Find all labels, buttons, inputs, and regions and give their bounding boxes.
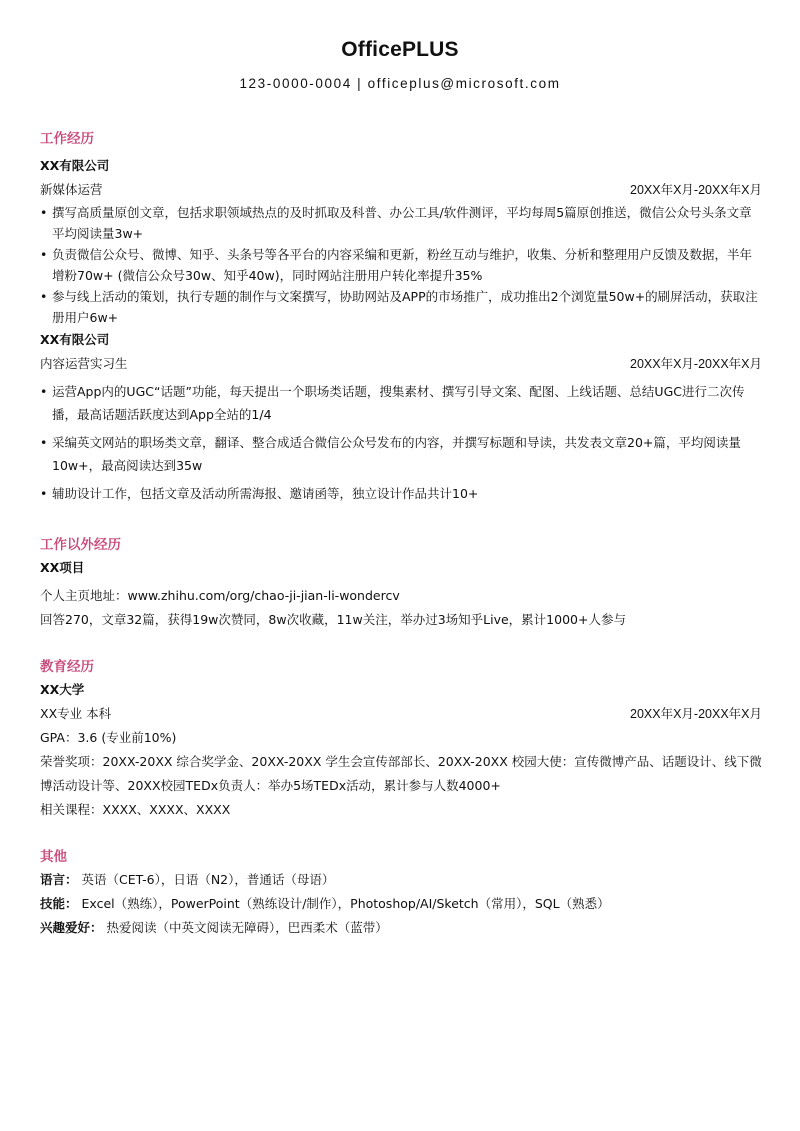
job-bullets <box>40 380 762 505</box>
job-bullets <box>40 202 762 328</box>
candidate-name: OfficePLUS <box>341 38 459 61</box>
company-name: XX有限公司 <box>40 332 110 347</box>
section-title-others: 其他 <box>40 849 67 865</box>
honors: 荣誉奖项：20XX-20XX 综合奖学金、20XX-20XX 学生会宣传部部长、20XX-20XX 校园大使：宣传微博产品、话题设计、线下微博活动设计等、20XX校园TEDx负责人：举办5场TEDx活动，累计参与人数4000+ <box>40 754 762 793</box>
job-date: 20XX年X月-20XX年X月 <box>630 183 762 197</box>
bullet-item: • 采编英文网站的职场类文章，翻译、整合成适合微信公众号发布的内容，并撰写标题和导读，共发表文章20+篇，平均阅读量10w+，最高阅读达到35w <box>40 431 762 477</box>
project-homepage: 个人主页地址：www.zhihu.com/org/chao-ji-jian-li-wondercv <box>40 588 400 603</box>
courses: 相关课程：XXXX、XXXX、XXXX <box>40 802 231 817</box>
gpa: GPA：3.6 (专业前10%) <box>40 730 177 745</box>
resume-content <box>40 128 762 940</box>
contact-info: 123-0000-0004 | officeplus@microsoft.com <box>239 76 561 91</box>
section-title-work: 工作经历 <box>40 131 94 147</box>
skills-label: 技能： <box>40 896 78 911</box>
company-name: XX有限公司 <box>40 158 110 173</box>
section-title-other-experience: 工作以外经历 <box>40 537 121 553</box>
job-role: 内容运营实习生 <box>40 356 128 371</box>
bullet-item: • 负责微信公众号、微博、知乎、头条号等各平台的内容采编和更新，粉丝互动与维护，收集、分析和整理用户反馈及数据，半年增粉70w+ (微信公众号30w、知乎40w)，同时网站注册用户转化率提升35% <box>40 244 762 286</box>
language-value: 英语（CET-6），日语（N2），普通话（母语） <box>81 872 335 887</box>
language-label: 语言： <box>40 872 78 887</box>
bullet-item: • 撰写高质量原创文章，包括求职领域热点的及时抓取及科普、办公工具/软件测评，平均每周5篇原创推送，微信公众号头条文章平均阅读量3w+ <box>40 202 762 244</box>
skills-row <box>40 892 762 916</box>
education-row <box>40 702 762 726</box>
project-name: XX项目 <box>40 560 85 575</box>
bullet-item: • 参与线上活动的策划，执行专题的制作与文案撰写，协助网站及APP的市场推广，成功推出2个浏览量50w+的刷屏活动，获取注册用户6w+ <box>40 286 762 328</box>
job-date: 20XX年X月-20XX年X月 <box>630 357 762 371</box>
education-date: 20XX年X月-20XX年X月 <box>630 707 762 721</box>
bullet-item: • 运营App内的UGC“话题”功能，每天提出一个职场类话题，搜集素材、撰写引导文案、配图、上线话题、总结UGC进行二次传播，最高话题活跃度达到App全站的1/4 <box>40 380 762 426</box>
school-name: XX大学 <box>40 682 85 697</box>
hobbies-row <box>40 916 762 940</box>
job-role: 新媒体运营 <box>40 182 103 197</box>
skills-value: Excel（熟练），PowerPoint（熟练设计/制作），Photoshop/AI/Sketch（常用），SQL（熟悉） <box>81 896 610 911</box>
section-title-education: 教育经历 <box>40 659 94 675</box>
hobbies-value: 热爱阅读（中英文阅读无障碍），巴西柔术（蓝带） <box>106 920 388 935</box>
major: XX专业 本科 <box>40 706 112 721</box>
language-row <box>40 868 762 892</box>
hobbies-label: 兴趣爱好： <box>40 920 103 935</box>
project-stats: 回答270，文章32篇，获得19w次赞同，8w次收藏，11w关注，举办过3场知乎Live，累计1000+人参与 <box>40 612 626 627</box>
role-row <box>40 178 762 202</box>
bullet-item: • 辅助设计工作，包括文章及活动所需海报、邀请函等，独立设计作品共计10+ <box>40 482 762 505</box>
role-row <box>40 352 762 376</box>
